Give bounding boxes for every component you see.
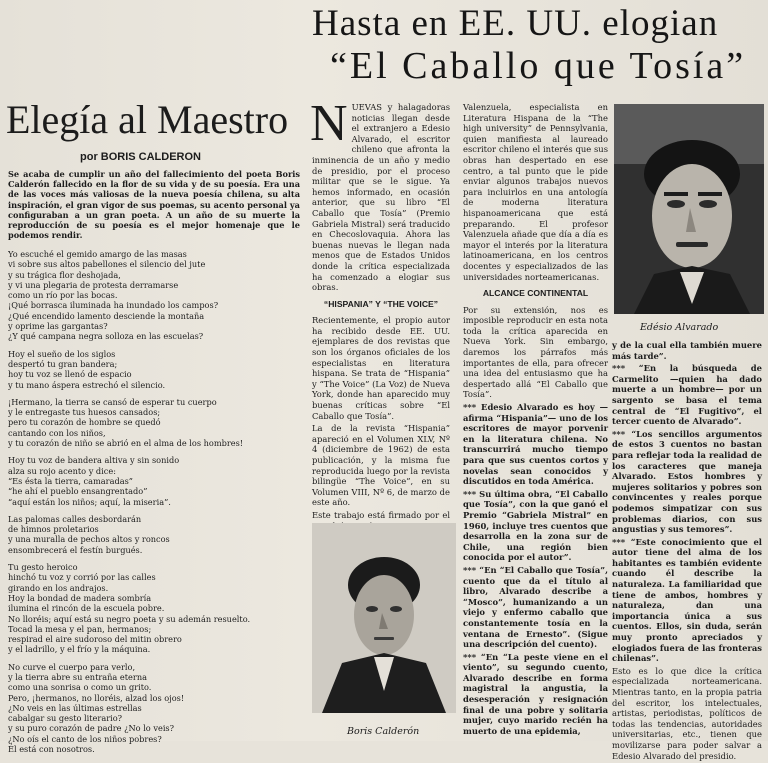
- poem-line: y su puro corazón de padre ¿No lo veis?: [8, 723, 175, 734]
- poem-line: Hoy la bondad de madera sombría: [8, 592, 152, 603]
- article-paragraph: *** “Este conocimiento que el autor tiene del alma de los habitantes es también evidente cuando él describe la naturaleza. La familiaridad que tiene de ambos, hombres y naturaleza, dan una importancia única a sus cuentos. Ellos, sin duda, serán muy pronto apreciados y elogiados fuera de las fronteras chilenas”.: [612, 536, 762, 664]
- stanza-break: [8, 342, 300, 349]
- article-paragraph: *** “Los sencillos argumentos de estos 3 cuentos no bastan para reflejar toda la realidad de los caracteres que maneja Alvarado. Estos hombres y mujeres solitarios y pobres son convincentes y reales porque podemos simpatizar con sus problemas diarios, con sus angustias y sus temores”.: [612, 428, 762, 535]
- poem-line: despertó tu gran bandera;: [8, 358, 118, 369]
- poem-line: y oprime las gargantas?: [8, 321, 108, 332]
- article-paragraph: *** Edesio Alvarado es hoy —afirma “Hispania”— uno de los escritores de mayor porvenir en la literatura chilena. No transcurrirá mucho tiempo para que sus cuentos cortos y novelas sean conocidos y discutidos en toda América.: [463, 402, 608, 487]
- poem-line: ¡Hermano, la tierra se cansó de esperar tu cuerpo: [8, 396, 217, 407]
- drop-cap: N: [310, 95, 348, 152]
- poem-line: alza su rojo acento y dice:: [8, 465, 116, 476]
- elegia-byline: por BORIS CALDERON: [80, 151, 201, 163]
- stanza-break: [8, 390, 300, 397]
- poem-line: y el ladrillo, y el frío y la máquina.: [8, 644, 151, 655]
- poem-line: vi sobre sus altos pabellones el silencio del jute: [8, 259, 206, 270]
- poem-line: Pero, ¡hermanos, no lloréis, alzad los ojos!: [8, 692, 185, 703]
- poem-line: pero tu corazón de hombre se quedó: [8, 417, 161, 428]
- poem-line: No lloréis; aquí está su negro poeta y su ademán resuelto.: [8, 613, 251, 624]
- poem-line: ¿No veis en las últimas estrellas: [8, 702, 142, 713]
- poem-line: Él está con nosotros.: [8, 744, 95, 755]
- poem-line: ¡Qué borrasca iluminada ha inundado los campos?: [8, 300, 219, 311]
- caption-calderon: Boris Calderón: [347, 726, 420, 737]
- poem-line: y vi una plegaria de protesta derramarse: [8, 279, 179, 290]
- stanza-break: [8, 507, 300, 514]
- poem-line: respirad el aire sudoroso del mitin obrero: [8, 634, 182, 645]
- article-paragraph: *** “En “La peste viene en el viento”, su segundo cuento, Alvarado describe en forma magistral la angustia, la desesperación y resignación final de una pobre y solitaria mujer, cuyo marido recién ha muerto de una epidemia,: [463, 651, 608, 736]
- poem-line: cabalgar su gesto literario?: [8, 713, 123, 724]
- stanza-break: [8, 555, 300, 562]
- stanza-break: [8, 655, 300, 662]
- poem-line: Hoy tu voz de bandera altiva y sin sonido: [8, 455, 180, 466]
- poem-line: ensombrecerá el festín burgués.: [8, 544, 143, 555]
- article-paragraph: Este trabajo está firmado por el: [312, 509, 450, 520]
- poem-line: Tocad la mesa y el pan, hermanos;: [8, 623, 152, 634]
- article-paragraph: La de la revista “Hispania” apareció en el Volumen XLV, Nº 4 (diciembre de 1962) de esta publicación, y la misma fue reproducida luego por la revista bilingüe “The Voice”, en su Volumen VIII, Nº 6, de marzo de este año.: [312, 423, 450, 508]
- poem-line: Las palomas calles desbordarán: [8, 513, 142, 524]
- elegia-intro: Se acaba de cumplir un año del fallecimiento del poeta Boris Calderón fallecido en la flor de su vida y de su poesía. Era una de las voces más valiosas de la nueva poesía chilena, su alta inspiración, el gran vigor de sus poemas, su acento personal ya configuraban a un gran poeta. A un año de su muerte la reproducción de su poesía es el mejor homenaje que le podemos rendir.: [8, 169, 300, 241]
- article-paragraph: Recientemente, el propio autor ha recibido desde EE. UU. ejemplares de dos revistas que son los órganos oficiales de los especialistas en literatura hispana. Se trata de “Hispania” y “The Voice” (La Voz) de Nueva York, donde han aparecido muy buenas críticas sobre “El Caballo que Tosía”.: [312, 315, 450, 421]
- poem-line: y la tierra abre su entraña eterna: [8, 671, 147, 682]
- poem-line: ¿Y qué campana negra solloza en las escuelas?: [8, 331, 204, 342]
- elegia-poem: [8, 249, 300, 754]
- poem-line: y tu corazón de niño se abrió en el alma de los hombres!: [8, 438, 244, 449]
- article-paragraph: y de la cual ella también muere más tarde”.: [612, 340, 762, 361]
- article-paragraph: *** “En la búsqueda de Carmelito —quien ha dado muerte a un hombre— por un sargento se basa el tema central de “El Fugitivo”, el tercer cuento de Alvarado”.: [612, 363, 762, 427]
- poem-line: hinchó tu voz y corrió por las calles: [8, 572, 156, 583]
- poem-line: Yo escuché el gemido amargo de las masas: [8, 249, 187, 259]
- poem-line: y tu mano áspera estrechó el silencio.: [8, 379, 166, 390]
- headline-line-1: Hasta en EE. UU. elogian: [312, 3, 719, 44]
- poem-line: ¿No oís el canto de los niños pobres?: [8, 733, 162, 744]
- article-column-4: [612, 340, 762, 763]
- poem-line: como un río por las bocas.: [8, 290, 118, 301]
- caption-alvarado: Edésio Alvarado: [640, 322, 719, 333]
- poem-line: ilumina el rincón de la escuela pobre.: [8, 603, 165, 614]
- poem-line: de himnos proletarios: [8, 524, 99, 535]
- article-paragraph: Valenzuela, especialista en Literatura Hispana de la “The high university” de Pennsylvania, quien manifiesta al laureado escritor chileno el interés que sus obras han despertado en ese centro, a tal punto que le pide enviar algunos trabajos nuevos para incluirlos en una antología de moderna literatura hispanoamericana que está preparando. El profesor Valenzuela añade que día a día es mayor el interés por la literatura latinoamericana, en los centros docentes y especializados de las universidades norteamericanas.: [463, 102, 608, 282]
- poem-line: como una sonrisa o como un grito.: [8, 682, 152, 693]
- subheading-alcance: ALCANCE CONTINENTAL: [482, 288, 589, 299]
- article-paragraph: Por su extensión, nos es imposible reproducir en esta nota toda la crítica aparecida en Nueva York. Sin embargo, daremos los párrafos más importantes de ella, para ofrecer una idea del entusiasmo que ha despertado allá “El Caballo que Tosía”.: [463, 304, 608, 400]
- poem-line: No curve el cuerpo para verlo,: [8, 661, 136, 672]
- poem-line: “Es ésta la tierra, camaradas”: [8, 475, 133, 486]
- poem-line: y su trágica flor deshojada,: [8, 269, 121, 280]
- article-column-3: [463, 102, 608, 738]
- poem-line: hoy tu voz se llenó de espacio: [8, 369, 132, 380]
- poem-line: Tu gesto heroico: [8, 562, 78, 573]
- poem-line: ¿Qué encendido lamento desciende la montaña: [8, 310, 205, 321]
- article-paragraph: Esto es lo que dice la crítica especializada norteamericana. Mientras tanto, en la propia patria del escritor, los intelectuales, artistas, periodistas, políticos de todas las tendencias, autoridades universitarias, etc., tienen que movilizarse para poder salvar a Edesio Alvarado del presidio.: [612, 665, 762, 761]
- article-paragraph: *** “En “El Caballo que Tosía”, cuento que da el título al libro, Alvarado describe a “Mosco”, humanizando a un viejo y enfermo caballo que constantemente tosía en la ventana de Ernesto”. (Sigue una descripción del cuento).: [463, 564, 608, 650]
- stanza-break: [8, 448, 300, 455]
- headline-line-2: “El Caballo que Tosía”: [330, 45, 747, 87]
- poem-line: y una muralla de pechos altos y roncos: [8, 534, 170, 545]
- article-column-2: [310, 95, 450, 533]
- poem-line: girando en los andrajos.: [8, 582, 109, 593]
- poem-line: cantando con los niños,: [8, 427, 106, 438]
- article-paragraph: UEVAS y halagadoras noticias llegan desde el extranjero a Edesio Alvarado, el escritor chileno que afronta la inminencia de un año y medio de presidio, por el proceso militar que se le sigue. Ya hemos informado, en ocasión anterior, que su libro “El Caballo que Tosía” (Premio Gabriela Mistral) será traducido en Checoslovaquia. Ahora las buenas nuevas le llegan nada menos que de Estados Unidos donde la crítica especializada ha comenzado a elogiar sus obras.: [312, 102, 450, 293]
- portrait-photo-alvarado: [614, 104, 764, 314]
- poem-line: “he ahí el pueblo ensangrentado”: [8, 486, 148, 497]
- poem-line: “aquí están los niños; aquí, la miseria”.: [8, 496, 171, 507]
- poem-line: y le entregaste tus huesos cansados;: [8, 407, 161, 418]
- article-paragraph: *** Su última obra, “El Caballo que Tosía”, con la que ganó el Premio “Gabriela Mistral” en 1960, incluye tres cuentos que desarrolla en la zona sur de Chile, una región bien conocida por el autor”.: [463, 488, 608, 563]
- subheading-hispania: “HISPANIA” Y “THE VOICE”: [323, 298, 439, 309]
- portrait-photo-calderon: [312, 523, 456, 713]
- elegia-title: Elegía al Maestro: [6, 97, 289, 142]
- poem-line: Hoy el sueño de los siglos: [8, 348, 116, 359]
